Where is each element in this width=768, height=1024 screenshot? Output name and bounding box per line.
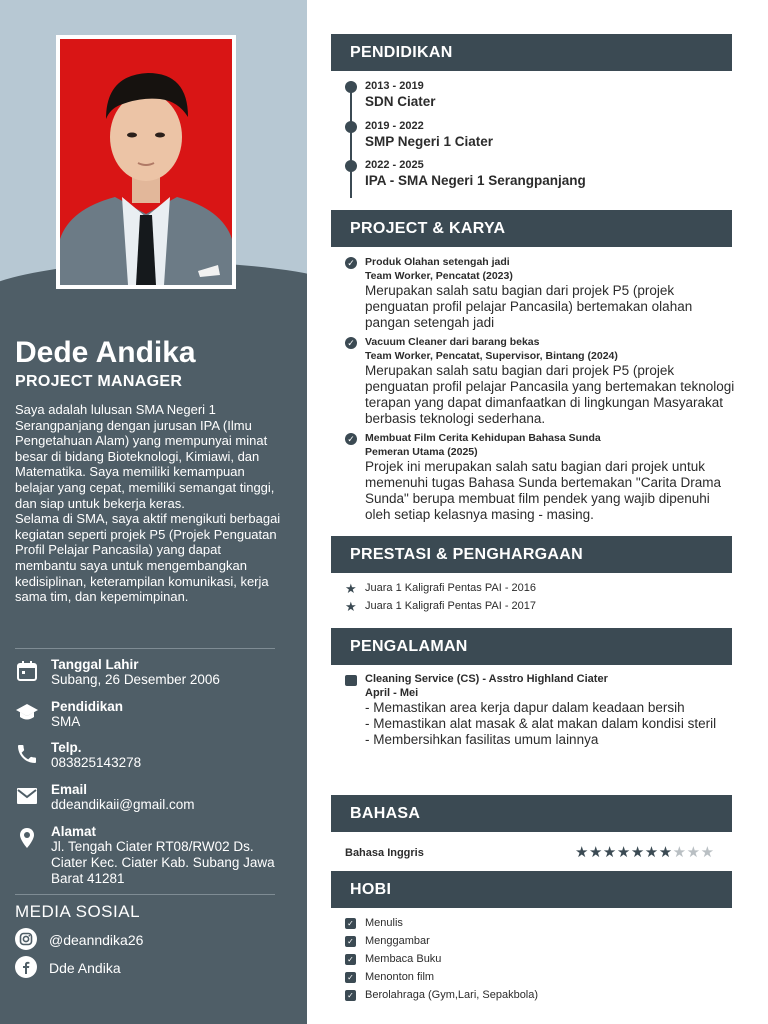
- education-years: 2013 - 2019: [365, 80, 424, 92]
- birth-value: Subang, 26 Desember 2006: [51, 672, 220, 687]
- check-circle-icon: ✓: [345, 337, 357, 349]
- facebook-name[interactable]: Dde Andika: [49, 960, 121, 976]
- education-school: SMP Negeri 1 Ciater: [365, 134, 494, 149]
- project-description: Merupakan salah satu bagian dari projek P5 (projek penguatan profil pelajar Pancasila) bertemakan olahan pangan setengah jadi: [365, 283, 693, 330]
- sidebar-divider: [15, 648, 275, 649]
- profile-title: PROJECT MANAGER: [15, 373, 183, 390]
- project-role: Pemeran Utama (2025): [365, 446, 478, 458]
- location-pin-icon: [15, 826, 39, 850]
- star-filled-icon: ★: [658, 844, 673, 861]
- email-value: ddeandikaii@gmail.com: [51, 797, 195, 812]
- instagram-handle[interactable]: @deanndika26: [49, 932, 144, 948]
- star-filled-icon: ★: [575, 844, 589, 861]
- education-school: IPA - SMA Negeri 1 Serangpanjang: [365, 173, 586, 188]
- education-label: Pendidikan: [51, 699, 124, 714]
- profile-photo-frame: [56, 35, 236, 289]
- phone-icon: [15, 742, 39, 766]
- project-role: Team Worker, Pencatat, Supervisor, Bintang (2024): [365, 350, 618, 362]
- hobby-text: Menggambar: [365, 935, 430, 947]
- hobby-text: Membaca Buku: [365, 953, 442, 965]
- checkbox-icon: ✓: [345, 954, 356, 965]
- education-years: 2019 - 2022: [365, 120, 424, 132]
- address-label: Alamat: [51, 824, 97, 839]
- star-filled-icon: ★: [630, 844, 645, 861]
- education-value: SMA: [51, 714, 81, 729]
- section-language-header: BAHASA: [331, 795, 732, 832]
- profile-summary-paragraph-1: Saya adalah lulusan SMA Negeri 1 Serangpanjang dengan jurusan IPA (Ilmu Pengetahuan Alam) yang mempunyai minat besar di bidang Bioteknologi, Kimiawi, dan Matematika. Saya memiliki kemampuan belajar yang cepat, memiliki semangat tinggi, dan siap untuk bekerja keras.: [15, 402, 275, 511]
- star-filled-icon: ★: [588, 844, 603, 861]
- star-filled-icon: ★: [602, 844, 617, 861]
- star-icon: ★: [345, 581, 357, 596]
- checkbox-icon: ✓: [345, 936, 356, 947]
- project-title: Vacuum Cleaner dari barang bekas: [365, 336, 540, 348]
- hobby-text: Menonton film: [365, 971, 435, 983]
- education-school: SDN Ciater: [365, 94, 436, 109]
- project-title: Membuat Film Cerita Kehidupan Bahasa Sunda: [365, 432, 601, 444]
- checkbox-icon: ✓: [345, 990, 356, 1001]
- section-awards-header: PRESTASI & PENGHARGAAN: [331, 536, 732, 573]
- experience-title: Cleaning Service (CS) - Asstro Highland Ciater: [365, 673, 608, 685]
- check-circle-icon: ✓: [345, 433, 357, 445]
- experience-item: - Memastikan alat masak & alat makan dalam kondisi steril: [365, 716, 717, 731]
- award-text: Juara 1 Kaligrafi Pentas PAI - 2016: [365, 582, 537, 594]
- graduation-cap-icon: [15, 701, 39, 725]
- language-name: Bahasa Inggris: [345, 847, 424, 859]
- star-filled-icon: ★: [644, 844, 659, 861]
- check-circle-icon: ✓: [345, 257, 357, 269]
- phone-value: 083825143278: [51, 755, 142, 770]
- facebook-icon: [15, 956, 37, 978]
- star-empty-icon: ★: [672, 844, 687, 861]
- timeline-dot: [345, 160, 357, 172]
- award-text: Juara 1 Kaligrafi Pentas PAI - 2017: [365, 600, 537, 612]
- profile-name: Dede Andika: [15, 336, 196, 369]
- email-label: Email: [51, 782, 88, 797]
- profile-summary: [15, 402, 285, 605]
- mail-icon: [15, 784, 39, 808]
- profile-summary-paragraph-2: Selama di SMA, saya aktif mengikuti berbagai kegiatan seperti projek P5 (Projek Penguatan Profil Pelajar Pancasila) yang dapat membantu saya untuk mengembangkan kedisiplinan, keterampilan komunikasi, kerja sama tim, dan kepemimpinan.: [15, 511, 281, 605]
- section-education-header: PENDIDIKAN: [331, 34, 732, 71]
- section-hobby-header: HOBI: [331, 871, 732, 908]
- briefcase-icon: [345, 675, 357, 686]
- experience-list: [365, 700, 730, 748]
- calendar-icon: [15, 659, 39, 683]
- birth-label: Tanggal Lahir: [51, 657, 139, 672]
- timeline-dot: [345, 81, 357, 93]
- checkbox-icon: ✓: [345, 918, 356, 929]
- profile-photo: [60, 39, 232, 285]
- project-description: Merupakan salah satu bagian dari projek P5 (projek penguatan profil pelajar Pancasila yang bertemakan teknologi terapan yang dapat dimanfaatkan di lingkungan Masyarakat berbasis teknologi sederhana.: [365, 363, 735, 426]
- hobby-text: Berolahraga (Gym,Lari, Sepakbola): [365, 989, 539, 1001]
- experience-item: - Memastikan area kerja dapur dalam keadaan bersih: [365, 700, 685, 715]
- timeline-dot: [345, 121, 357, 133]
- section-projects-header: PROJECT & KARYA: [331, 210, 732, 247]
- project-description: Projek ini merupakan salah satu bagian dari projek untuk memenuhi tugas Bahasa Sunda bertemakan "Carita Drama Sunda" berupa membuat film pendek yang wajib dipenuhi oleh setiap kelasnya masing - masing.: [365, 459, 721, 522]
- language-rating: [575, 843, 715, 861]
- education-timeline-line: [350, 82, 352, 198]
- project-title: Produk Olahan setengah jadi: [365, 256, 510, 268]
- star-empty-icon: ★: [686, 844, 701, 861]
- experience-item: - Membersihkan fasilitas umum lainnya: [365, 732, 599, 747]
- address-value: Jl. Tengah Ciater RT08/RW02 Ds. Ciater Kec. Ciater Kab. Subang Jawa Barat 41281: [51, 839, 275, 886]
- instagram-icon: [15, 928, 37, 950]
- checkbox-icon: ✓: [345, 972, 356, 983]
- sidebar-divider: [15, 894, 275, 895]
- social-media-title: MEDIA SOSIAL: [15, 902, 141, 921]
- phone-label: Telp.: [51, 740, 82, 755]
- person-portrait-icon: [60, 39, 232, 285]
- experience-period: April - Mei: [365, 687, 419, 699]
- project-role: Team Worker, Pencatat (2023): [365, 270, 513, 282]
- hobby-text: Menulis: [365, 917, 403, 929]
- star-icon: ★: [345, 599, 357, 614]
- education-years: 2022 - 2025: [365, 159, 424, 171]
- star-filled-icon: ★: [616, 844, 631, 861]
- star-empty-icon: ★: [700, 844, 715, 861]
- section-experience-header: PENGALAMAN: [331, 628, 732, 665]
